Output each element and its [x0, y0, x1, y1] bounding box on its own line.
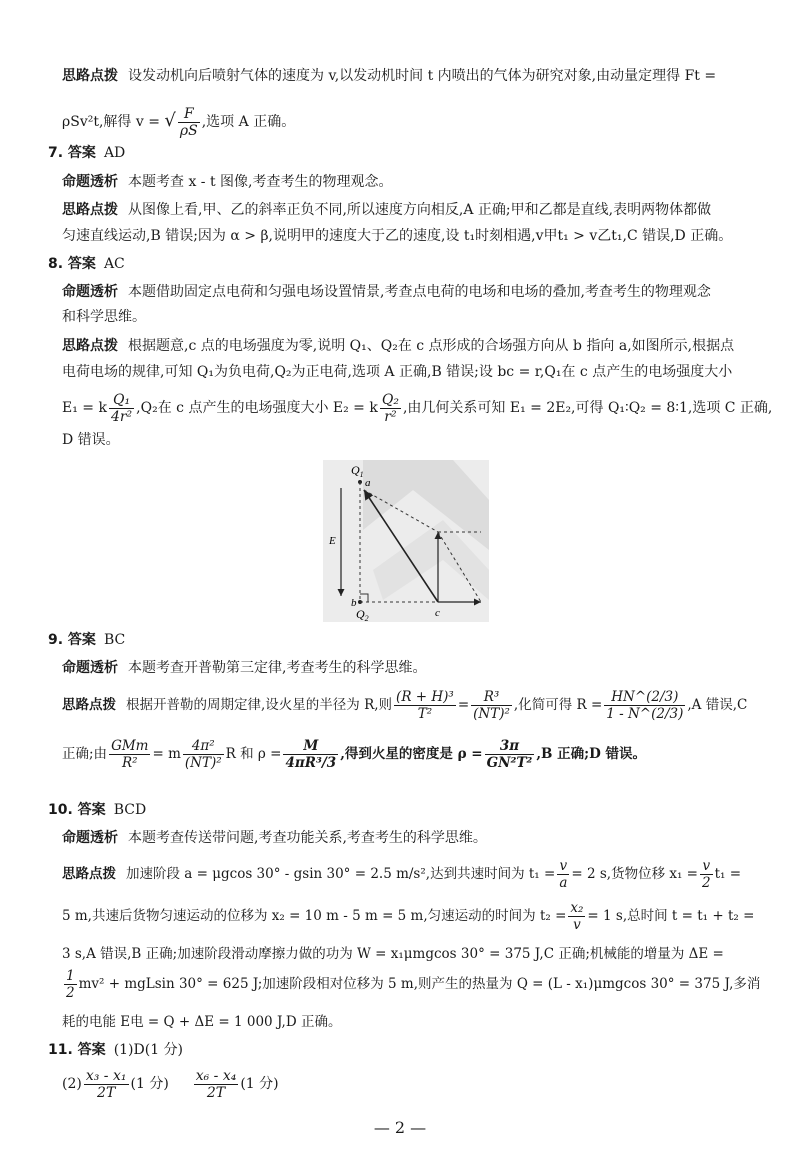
q9-heading: 9. 答案 BC	[48, 632, 126, 648]
q9-line-1: 命题透析 本题考查开普勒第三定律,考查考生的科学思维。	[62, 660, 427, 676]
q11-line-2: (2) $\frac{\text{x₃ - x₁}}{2T}$ (1 分) $\frac{\text{x₆ - x₄}}{2T}$ (1 分)	[62, 1067, 279, 1101]
q9-line-3: 正确;由 $\frac{\text{GMm}}{\text{R²}}$ = m $\frac{\text{4π²}}{\text{(NT)²}}$ R 和 ρ = $\frac{M}{\text{4πR³/3}}$ ,得到火星的密度是 ρ = $\frac{3\pi}{\text{GN²T²}}$ ,B 正确;D 错误。	[62, 738, 647, 771]
q6-line-1: 思路点拨 设发动机向后喷射气体的速度为 v,以发动机时间 t 内喷出的气体为研究对象,由动量定理得 Ft =	[62, 68, 717, 84]
q6-line-2: ρSv²t,解得 v = √ $\frac{F}{\rho S}$ ,选项 A 正确。	[62, 105, 296, 139]
q9-line-2: 思路点拨 根据开普勒的周期定律,设火星的半径为 R,则 $\frac{\text{(R + H)³}}{\text{T²}}$ = $\frac{\text{R³}}{\text{(NT)²}}$ ,化简可得 R = $\frac{HN\^{}(2/3)}{1 - N\^{}(2/3)}$ ,A 错误,C	[62, 689, 748, 722]
label-q1: $Q_1$	[351, 463, 364, 479]
q8-line-5: D 错误。	[62, 432, 120, 448]
label-b: b	[351, 597, 357, 609]
q8-heading: 8. 答案 AC	[48, 256, 125, 272]
q10-line-2: 思路点拨 加速阶段 a = μgcos 30° - gsin 30° = 2.5 m/s²,达到共速时间为 t₁ = $\frac{v}{a}$ = 2 s,货物位移 x₁ = $\frac{v}{2}$ t₁ =	[62, 858, 742, 891]
label-a: a	[365, 477, 371, 489]
page-number: — 2 —	[373, 1118, 427, 1137]
q7-line-2: 思路点拨 从图像上看,甲、乙的斜率正负不同,所以速度方向相反,A 正确;甲和乙都是直线,表明两物体都做	[62, 202, 712, 218]
q6-label: 思路点拨	[62, 68, 118, 84]
q8-line-4: E₁ = k $\frac{\text{Q₁}}{\text{4r²}}$ ,Q₂在 c 点产生的电场强度大小 E₂ = k $\frac{\text{Q₂}}{\text{r²}}$ ,由几何关系可知 E₁ = 2E₂,可得 Q₁∶Q₂ = 8∶1,选项 C 正确,	[62, 391, 773, 425]
q7-line-1: 命题透析 本题考查 x - t 图像,考查考生的物理观念。	[62, 174, 393, 190]
label-c: c	[435, 607, 440, 619]
q10-heading: 10. 答案 BCD	[48, 802, 147, 818]
q10-line-5: $\frac{1}{2}$ mv² + mgLsin 30° = 625 J;加速阶段相对位移为 5 m,则产生的热量为 Q = (L - x₁)μmgcos 30° = 375 J,多消	[66, 968, 761, 1001]
label-e: E	[329, 535, 336, 547]
label-q2: $Q_2$	[356, 607, 369, 622]
q10-line-6: 耗的电能 E电 = Q + ΔE = 1 000 J,D 正确。	[62, 1014, 342, 1030]
q6-fraction: $\frac{F}{\rho S}$	[179, 105, 198, 139]
q8-line-2: 思路点拨 根据题意,c 点的电场强度为零,说明 Q₁、Q₂在 c 点形成的合场强方向从 b 指向 a,如图所示,根据点	[62, 338, 735, 354]
q8-line-1b: 和科学思维。	[62, 309, 146, 325]
q8-line-3: 电荷电场的规律,可知 Q₁为负电荷,Q₂为正电荷,选项 A 正确,B 错误;设 bc = r,Q₁在 c 点产生的电场强度大小	[62, 364, 733, 380]
q7-heading: 7. 答案 AD	[48, 145, 126, 161]
q8-line-1: 命题透析 本题借助固定点电荷和匀强电场设置情景,考查点电荷的电场和电场的叠加,考查考生的物理观念	[62, 284, 711, 300]
q8-field-diagram	[323, 460, 489, 622]
q10-line-1: 命题透析 本题考查传送带问题,考查功能关系,考查考生的科学思维。	[62, 830, 487, 846]
q10-line-4: 3 s,A 错误,B 正确;加速阶段滑动摩擦力做的功为 W = x₁μmgcos 30° = 375 J,C 正确;机械能的增量为 ΔE =	[62, 946, 724, 962]
q10-line-3: 5 m,共速后货物匀速运动的位移为 x₂ = 10 m - 5 m = 5 m,匀速运动的时间为 t₂ = $\frac{\text{x₂}}{v}$ = 1 s,总时间 t = t₁ + t₂ =	[62, 900, 755, 933]
q11-heading: 11. 答案 (1)D(1 分)	[48, 1042, 184, 1058]
q7-line-3: 匀速直线运动,B 错误;因为 α > β,说明甲的速度大于乙的速度,设 t₁时刻相遇,v甲t₁ > v乙t₁,C 错误,D 正确。	[62, 228, 733, 244]
